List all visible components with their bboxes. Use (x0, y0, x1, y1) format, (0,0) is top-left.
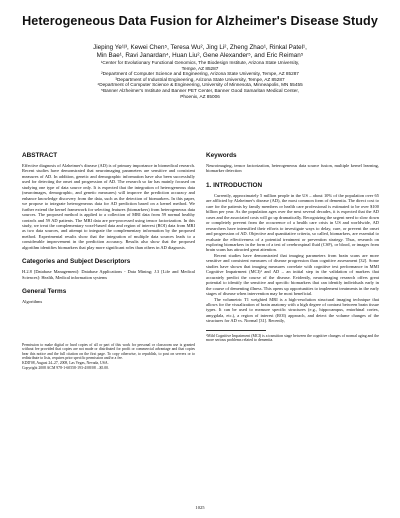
page-number: 1025 (195, 505, 205, 510)
author-list (30, 44, 370, 60)
copyright-notice: Permission to make digital or hard copies of all or part of this work for personal or classroom use is granted without fee provided that copies are not made or distributed for profit or commercial advantage and that copies bear this notice and the full citation on the first page. To copy otherwise, to republish, to post on servers or to redistribute to lists, requires prior specific permission and/or a fee. KDD'08, August 24–27, 2008, Las Vegas, Nevada, USA. Copyright 2008 ACM 978-1-60558-193-4/08/08 ...$5.00. (22, 342, 195, 370)
footnote-divider (206, 330, 266, 331)
left-column (22, 152, 195, 370)
affiliations (40, 60, 360, 99)
general-terms-text: Algorithms (22, 299, 43, 305)
abstract-heading: ABSTRACT (22, 152, 58, 159)
author-line: Min Bae¹, Ravi Janardan⁴, Huan Liu², Gene Alexander⁵, and Eric Reiman⁵ (96, 52, 304, 59)
keywords-heading: Keywords (206, 152, 237, 159)
affiliation-line: Phoenix, AZ 85006 (180, 93, 220, 99)
affiliation-line: ⁵Banner Alzheimer's Institute and Banner PET Center, Banner Good Samaritan Medical Center, (101, 87, 299, 93)
affiliation-line: ⁴Department of Computer Science & Engineering, University of Minnesota, Minneapolis, MN 55455 (97, 82, 303, 88)
categories-text: H.2.8 [Database Management]: Database Applications - Data Mining; J.3 [Life and Medical Sciences]: Health, Medical information systems (22, 269, 195, 280)
categories-heading: Categories and Subject Descriptors (22, 258, 131, 266)
affiliation-line: Tempe, AZ 85287 (181, 65, 219, 71)
abstract-text: Effective diagnosis of Alzheimer's disease (AD) is of primary importance in biomedical research. Recent studies have demonstrated that neuroimaging parameters are sensitive and consistent measures of AD. In addition, genetic and demographic information have also been successfully used for detecting the onset and progression of AD. The research so far has mainly focused on studying one type of data source only. It is expected that the integration of heterogeneous data (neuroimages, demographic, and genetic measures) will improve the prediction accuracy and enhance knowledge discovery from the data, such as the detection of biomarkers. In this paper, we propose to integrate heterogeneous data for AD prediction based on a kernel method. We further extend the kernel framework for selecting features (biomarkers) from heterogeneous data sources. The proposed method is applied to a collection of MRI data from 59 normal healthy controls and 59 AD patients. The MRI data are pre-processed using tensor factorization. In this study, we treat the complementary voxel-based data and region of interest (ROI) data from MRI as two data sources, and attempt to integrate the complementary information by the proposed method. Experimental results show that the integration of multiple data sources leads to a considerable improvement in the prediction accuracy. Results also show that the proposed algorithm identifies biomarkers that play more significant roles than others in AD diagnosis. (22, 163, 195, 250)
paper-title: Heterogeneous Data Fusion for Alzheimer's Disease Study (22, 14, 378, 28)
affiliation-line: ³Department of Industrial Engineering, Arizona State University, Tempe, AZ 85287 (115, 76, 285, 82)
author-line: Jieping Ye¹ʲ³, Kewei Chen⁵, Teresa Wu², Jing Li², Zheng Zhao¹, Rinkal Patel¹, (93, 44, 307, 51)
general-terms-heading: General Terms (22, 288, 67, 296)
intro-paragraph: The volumetric T1 weighted MRI is a high-resolution structural imaging technique that allows for the visualization of brain anatomy with a high degree of contrast between brain tissue types. It can be used to measure specific structures (e.g., hippocampus, entorhinal cortex, amygdala, etc.), a region of interest (ROI) approach, and detect the volume changes of the structures for AD vs. Normal [31]. Recently, (206, 296, 379, 324)
intro-paragraph: Recent studies have demonstrated that imaging parameters from brain scans are more sensitive and consistent measures of disease progression than cognitive assessment [32]. Some studies have shown that imaging measures correlate with cognitive test performance in MMI Cognitive Impairment (MCI)¹ and AD – an initial step in the validation of markers that accurately predict the course of the disease. Evidently, neuroimaging research offers great potential to identify the sensitive and specific biomarkers that can identify individuals early in the course of dementing illness. This opens up opportunities to implement treatments in the early stages of disease when intervention may be most beneficial. (206, 252, 379, 297)
intro-paragraph: Currently, approximately 5 million people in the US – about 10% of the population over 65 are afflicted by Alzheimer's disease (AD), the most common form of dementia. The direct cost to care for the patients by family members or health care professional is estimated to be over $100 billion per year. As the population ages over the next several decades, it is expected that the AD cases and the associated costs will go up dramatically. Recognizing the urgent need to slow down or completely prevent from the occurrence of a health care crisis in US and worldwide, AD researchers have intensified their efforts to investigate ways to delay, cure, or prevent the onset and progression of AD. Objective and quantitative criteria, so called, biomarkers, are essential to evaluate the effectiveness of a potential treatment or prevention strategy. Thus, research on exploring biomarkers in the form of a test of cerebrospinal fluid (CSF), or blood, or images from brain scans has attracted great attention. (206, 192, 379, 253)
affiliation-line: ¹Center for Evolutionary Functional Genomics, The Biodesign Institute, Arizona State University, (100, 60, 300, 65)
keywords-text: Neuroimaging, tensor factorization, heterogeneous data source fusion, multiple kernel learning, biomarker detection (206, 163, 379, 174)
affiliation-line: ²Department of Computer Science and Engineering, Arizona State University, Tempe, AZ 85287 (101, 71, 299, 77)
right-column (206, 152, 379, 343)
introduction-heading: 1. INTRODUCTION (206, 181, 263, 189)
footnote: ¹Mild Cognitive Impairment (MCI) is a transition stage between the cognitive changes of normal aging and the more serious problems related to dementia. (206, 333, 379, 343)
